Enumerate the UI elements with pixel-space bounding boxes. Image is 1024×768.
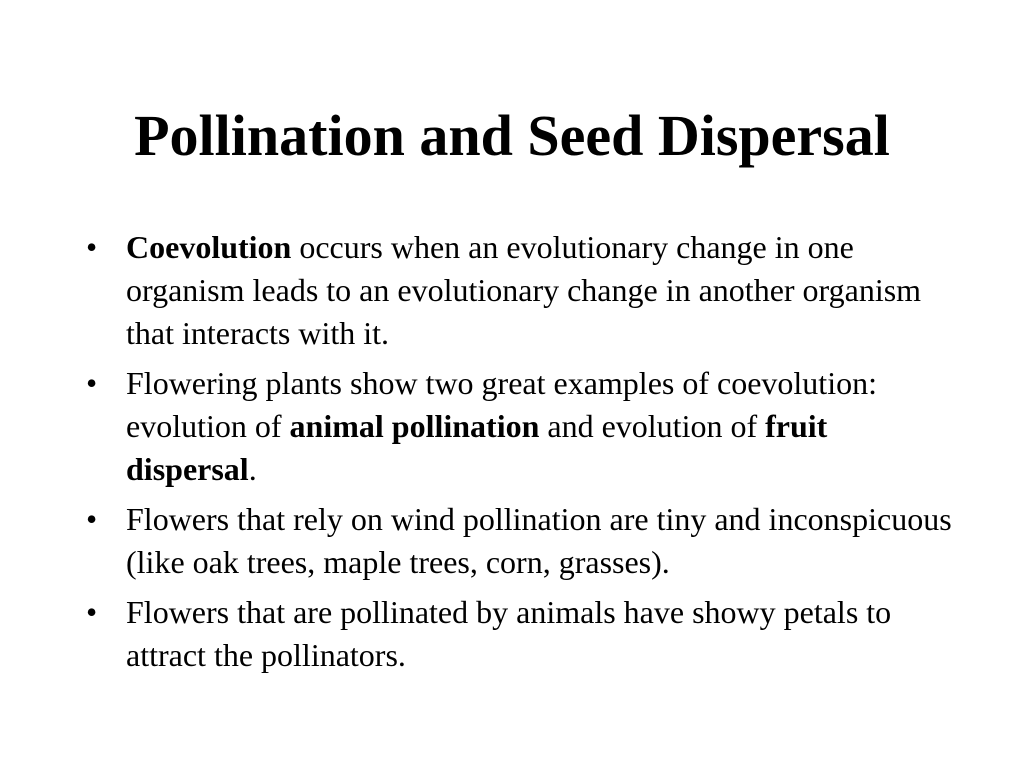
term-animal-pollination: animal pollination bbox=[289, 408, 540, 444]
term-coevolution: Coevolution bbox=[126, 229, 292, 265]
bullet-item-wind-pollination bbox=[82, 498, 962, 584]
term-fruit-dispersal: fruit dispersal bbox=[126, 408, 828, 487]
bullet-item-flowering-plants bbox=[82, 362, 962, 491]
bullet-text: occurs when an evolutionary change in one organism leads to an evolutionary change in another organism that interacts with it. bbox=[126, 229, 922, 351]
bullet-marker: • bbox=[86, 365, 98, 401]
bullet-marker: • bbox=[86, 501, 98, 537]
bullet-text: and evolution of bbox=[539, 408, 766, 444]
bullet-list bbox=[82, 226, 962, 684]
bullet-marker: • bbox=[86, 229, 98, 265]
slide-title: Pollination and Seed Dispersal bbox=[134, 103, 890, 168]
bullet-text: Flowers that are pollinated by animals have showy petals to attract the pollinators. bbox=[126, 594, 892, 673]
bullet-item-animal-pollinated bbox=[82, 591, 962, 677]
bullet-marker: • bbox=[86, 594, 98, 630]
bullet-text: Flowers that rely on wind pollination are tiny and inconspicuous (like oak trees, maple trees, corn, grasses). bbox=[126, 501, 952, 580]
bullet-item-coevolution bbox=[82, 226, 962, 355]
bullet-text: . bbox=[248, 451, 257, 487]
bullet-text: Flowering plants show two great examples of coevolution: evolution of bbox=[126, 365, 877, 444]
